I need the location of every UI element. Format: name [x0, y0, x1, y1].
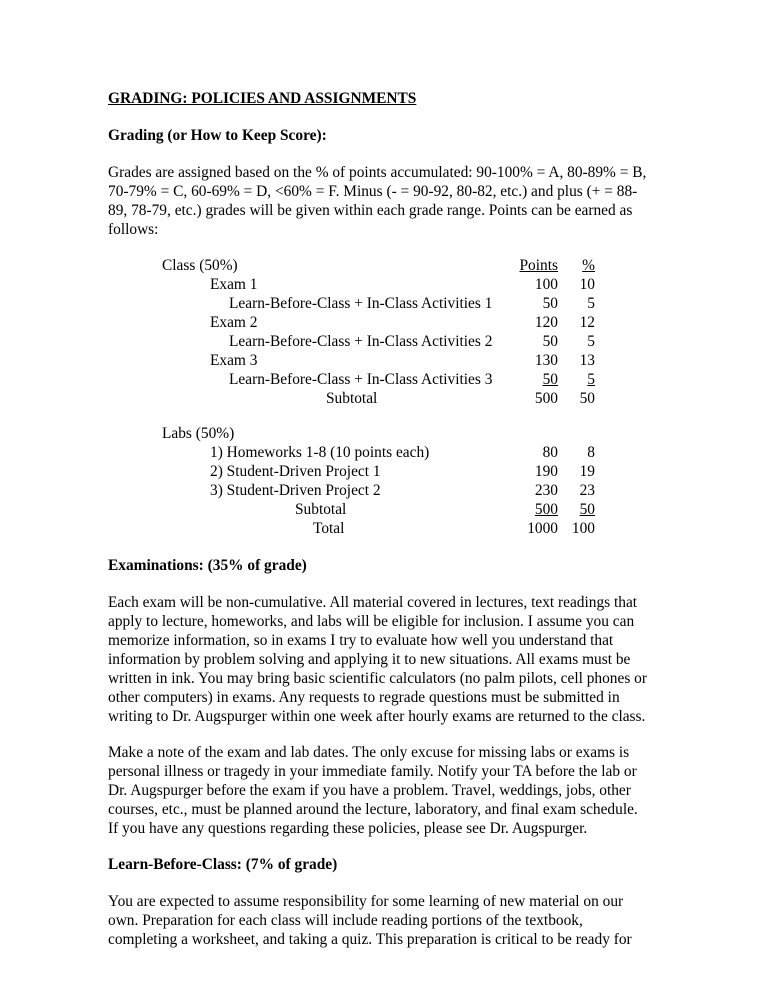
table-row-points: 50 — [542, 333, 558, 350]
grading-line: 89, 78-79, etc.) grades will be given within each grade range. Points can be earned as — [108, 202, 633, 219]
exam-line: courses, etc., must be planned around the lecture, laboratory, and final exam schedule. — [108, 801, 638, 818]
table-row-label: 3) Student-Driven Project 2 — [210, 482, 381, 499]
grading-heading: Grading (or How to Keep Score): — [108, 127, 327, 144]
table-row-points: 80 — [542, 444, 558, 461]
exam-line: If you have any questions regarding these policies, please see Dr. Augspurger. — [108, 820, 588, 837]
table-row-label: 1) Homeworks 1-8 (10 points each) — [210, 444, 430, 461]
points-header: Points — [519, 257, 558, 274]
table-row-points: 130 — [534, 352, 558, 369]
table-row-label: Exam 3 — [210, 352, 258, 369]
exam-line: personal illness or tragedy in your immediate family. Notify your TA before the lab or — [108, 763, 637, 780]
grading-paragraph — [108, 163, 678, 239]
exam-line: written in ink. You may bring basic scientific calculators (no palm pilots, cell phones or — [108, 670, 647, 687]
exam-line: writing to Dr. Augspurger within one week after hourly exams are returned to the class. — [108, 708, 646, 725]
exam-line: Make a note of the exam and lab dates. The only excuse for missing labs or exams is — [108, 744, 630, 761]
labs-subtotal-percent: 50 — [579, 501, 595, 518]
lbc-line: completing a worksheet, and taking a quiz. This preparation is critical to be ready for — [108, 931, 632, 948]
exam-paragraph-2 — [108, 743, 678, 838]
exam-line: apply to lecture, homeworks, and labs will be eligible for inclusion. I assume you can — [108, 613, 635, 630]
table-row-points: 230 — [534, 482, 558, 499]
table-row-label: 2) Student-Driven Project 1 — [210, 463, 381, 480]
table-row-label: Learn-Before-Class + In-Class Activities 1 — [229, 295, 493, 312]
exam-heading: Examinations: (35% of grade) — [108, 557, 307, 574]
exam-paragraph-1 — [108, 593, 678, 726]
lbc-line: own. Preparation for each class will include reading portions of the textbook, — [108, 912, 583, 929]
class-subtotal-percent: 50 — [579, 390, 595, 407]
total-label: Total — [313, 520, 345, 537]
labs-subtotal-points: 500 — [534, 501, 558, 518]
table-row-points: 120 — [534, 314, 558, 331]
grading-line: follows: — [108, 221, 159, 238]
lbc-line: You are expected to assume responsibility for some learning of new material on our — [108, 893, 624, 910]
percent-header: % — [582, 257, 595, 274]
grading-line: Grades are assigned based on the % of points accumulated: 90-100% = A, 80-89% = B, — [108, 164, 647, 181]
class-subtotal-label: Subtotal — [326, 390, 378, 407]
exam-line: Dr. Augspurger before the exam if you have a problem. Travel, weddings, jobs, other — [108, 782, 631, 799]
lbc-paragraph — [108, 892, 678, 949]
table-row-percent: 13 — [579, 352, 595, 369]
page-title: GRADING: POLICIES AND ASSIGNMENTS — [108, 90, 417, 107]
labs-section-label: Labs (50%) — [162, 425, 235, 442]
table-row-percent: 23 — [579, 482, 595, 499]
table-row-percent: 19 — [579, 463, 595, 480]
table-row-percent: 12 — [579, 314, 595, 331]
lbc-heading: Learn-Before-Class: (7% of grade) — [108, 856, 338, 873]
table-row-percent: 10 — [579, 276, 595, 293]
exam-line: memorize information, so in exams I try to evaluate how well you understand that — [108, 632, 614, 649]
table-row-percent: 5 — [587, 333, 595, 350]
table-row-points: 190 — [534, 463, 558, 480]
table-row-label: Learn-Before-Class + In-Class Activities 3 — [229, 371, 493, 388]
table-row-percent: 5 — [587, 295, 595, 312]
table-row-percent: 8 — [587, 444, 595, 461]
exam-line: Each exam will be non-cumulative. All material covered in lectures, text readings that — [108, 594, 638, 611]
labs-subtotal-label: Subtotal — [295, 501, 347, 518]
table-row-points: 50 — [542, 295, 558, 312]
exam-line: information by problem solving and applying it to new situations. All exams must be — [108, 651, 631, 668]
table-row-label: Exam 1 — [210, 276, 258, 293]
table-row-points: 50 — [542, 371, 558, 388]
table-row-label: Learn-Before-Class + In-Class Activities 2 — [229, 333, 493, 350]
total-percent: 100 — [571, 520, 595, 537]
table-row-percent: 5 — [587, 371, 595, 388]
total-points: 1000 — [527, 520, 558, 537]
table-row-label: Exam 2 — [210, 314, 258, 331]
class-section-label: Class (50%) — [162, 257, 238, 274]
table-row-points: 100 — [534, 276, 558, 293]
grading-line: 70-79% = C, 60-69% = D, <60% = F. Minus (- = 90-92, 80-82, etc.) and plus (+ = 88- — [108, 183, 638, 200]
class-subtotal-points: 500 — [534, 390, 558, 407]
exam-line: other computers) in exams. Any requests to regrade questions must be submitted in — [108, 689, 620, 706]
